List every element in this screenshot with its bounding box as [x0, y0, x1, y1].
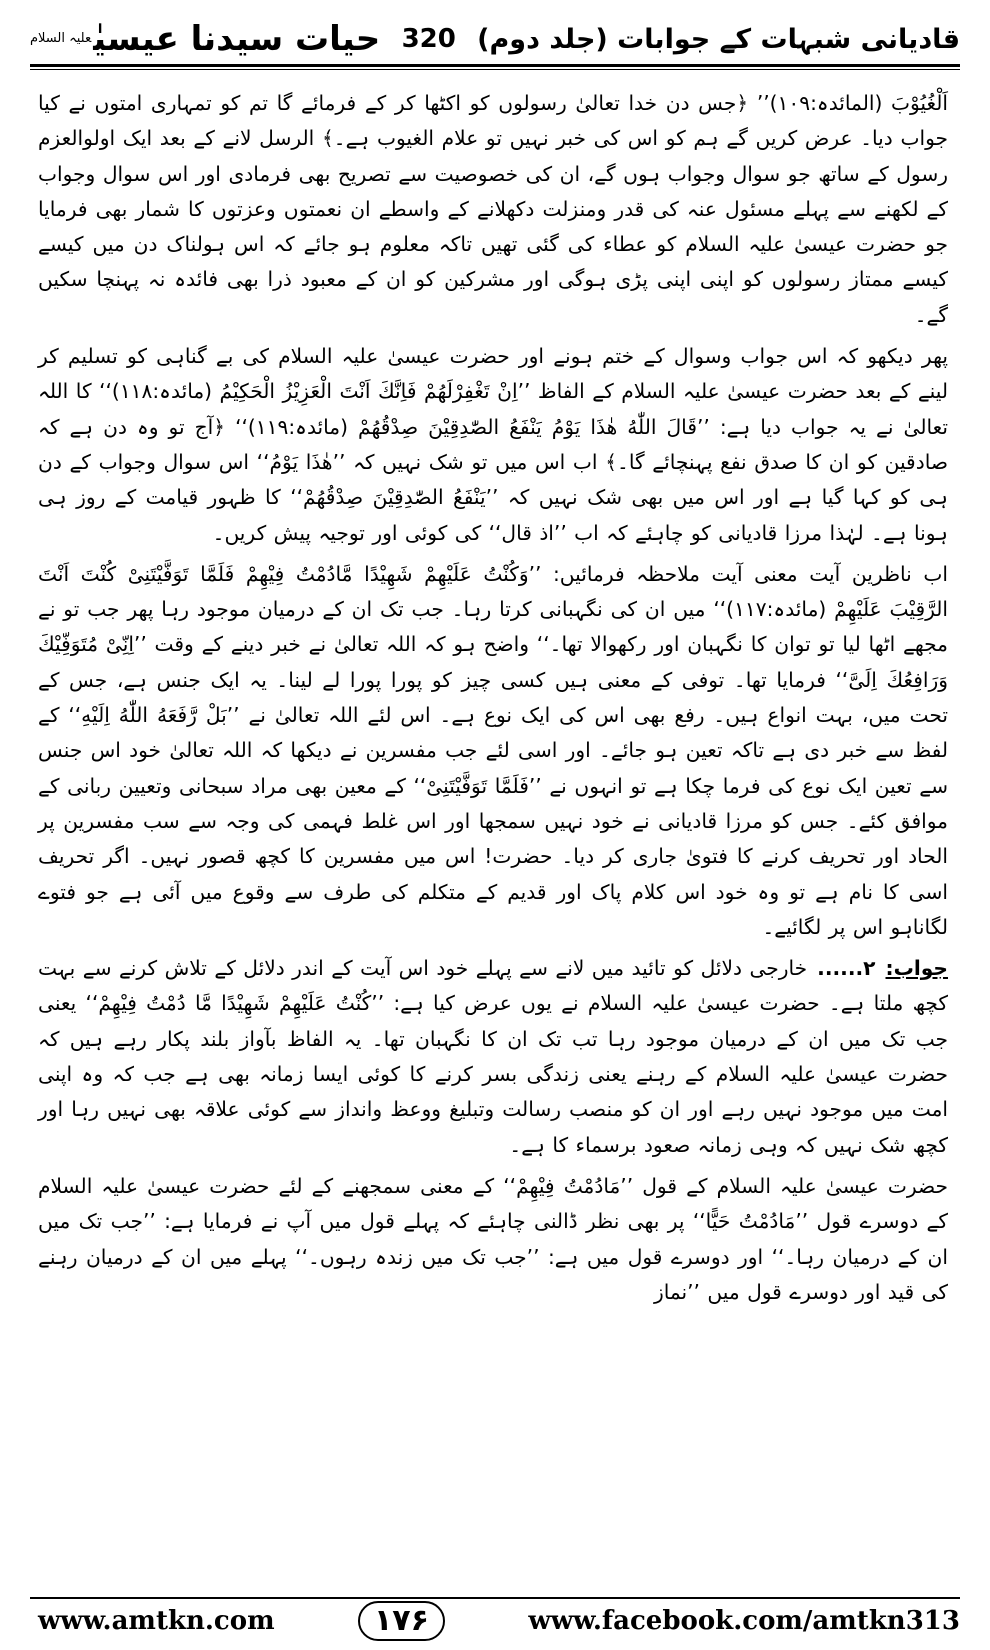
answer-text: خارجی دلائل کو تائید میں لانے سے پہلے خود اس آیت کے اندر دلائل کے تلاش کرنے سے بہت کچھ ملتا ہے۔ حضرت عیسیٰ علیہ السلام نے یوں عرض کیا ہے: ’’كُنْتُ عَلَیْهِمْ شَهِیْدًا مَّا دُمْتُ فِیْهِمْ‘‘ یعنی جب تک میں ان کے درمیان موجود رہا تب تک ان کا نگہبان تھا۔ یہ الفاظ بآواز بلند پکار رہے ہیں کہ حضرت عیسیٰ علیہ السلام کے رہنے یعنی زندگی بسر کرنے کا کوئی ایسا زمانہ بھی ہے جب کہ وہ اپنی امت میں موجود نہیں رہے اور ان کو منصب رسالت وتبلیغ ووعظ وانداز سے کوئی علاقہ بھی نہیں رہا اور کچھ شک نہیں کہ وہی زمانہ صعود برسماء کا ہے۔	[38, 956, 948, 1157]
header-double-rule	[30, 64, 960, 70]
answer-paragraph	[38, 951, 948, 1163]
footer-website-link[interactable]: www.amtkn.com	[38, 1606, 275, 1636]
answer-label: جواب:	[885, 956, 948, 981]
page-footer	[0, 1600, 990, 1642]
footer-page-number: ۱۷۶	[358, 1601, 445, 1641]
header-subtitle: قادیانی شبہات کے جوابات (جلد دوم)	[477, 23, 960, 55]
footer-rule	[30, 1597, 960, 1599]
page-body	[38, 86, 948, 1310]
book-title-text: حیات سیدنا عیسیٰ	[93, 19, 381, 59]
footer-facebook-link[interactable]: www.facebook.com/amtkn313	[528, 1606, 960, 1636]
running-header	[30, 16, 960, 62]
paragraph: پھر دیکھو کہ اس جواب وسوال کے ختم ہونے اور حضرت عیسیٰ علیہ السلام کی بے گناہی کو تسلیم کر لینے کے بعد حضرت عیسیٰ علیہ السلام کے الفاظ ’’اِنْ تَغْفِرْلَهُمْ فَاِنَّكَ اَنْتَ الْعَزِیْزُ الْحَكِیْمُ (مائدہ:۱۱۸)‘‘ کا اللہ تعالیٰ نے یہ جواب دیا ہے: ’’قَالَ اللّٰهُ هٰذَا یَوْمُ یَنْفَعُ الصّٰدِقِیْنَ صِدْقُهُمْ (مائدہ:۱۱۹)‘‘ ﴿آج تو وہ دن ہے کہ صادقین کو ان کا صدق نفع پہنچائے گا۔﴾ اب اس میں تو شک نہیں کہ ’’هٰذَا یَوْمُ‘‘ اس سوال وجواب کے دن ہی کو کہا گیا ہے اور اس میں بھی شک نہیں کہ ’’یَنْفَعُ الصّٰدِقِیْنَ صِدْقُهُمْ‘‘ کا ظہور قیامت کے روز ہی ہونا ہے۔ لہٰذا مرزا قادیانی کو چاہئے کہ اب ’’اذ قال‘‘ کی کوئی اور توجیہ پیش کریں۔	[38, 344, 949, 545]
paragraph: اب ناظرین آیت معنی آیت ملاحظہ فرمائیں: ’’وَكُنْتُ عَلَیْهِمْ شَهِیْدًا مَّادُمْتُ فِیْهِمْ فَلَمَّا تَوَفَّیْتَنِیْ كُنْتَ اَنْتَ الرَّقِیْبَ عَلَیْهِمْ (مائدہ:۱۱۷)‘‘ میں ان کی نگہبانی کرتا رہا۔ جب تک ان کے درمیان موجود رہا پھر جب تو نے مجھے اٹھا لیا تو توان کا نگہبان اور رکھوالا تھا۔‘‘ واضح ہو کہ اللہ تعالیٰ نے خبر دینے کے وقت ’’اِنِّیْ مُتَوَفِّیْكَ وَرَافِعُكَ اِلَیَّ‘‘ فرمایا تھا۔ توفی کے معنی ہیں کسی چیز کو پورا پورا لے لینا۔ یہ ایک جنس ہے، جس کے تحت میں، بہت انواع ہیں۔ رفع بھی اس کی ایک نوع ہے۔ اس لئے اللہ تعالیٰ نے ’’بَلْ رَّفَعَهُ اللّٰهُ اِلَیْهِ‘‘ کے لفظ سے خبر دی ہے تاکہ تعین ہو جائے۔ اور اسی لئے جب مفسرین نے دیکھا کہ اللہ تعالیٰ خود اس جنس سے تعین ایک نوع کی فرما چکا ہے تو انہوں نے ’’فَلَمَّا تَوَفَّیْتَنِیْ‘‘ کے معین بھی مراد سبحانی وتعیین ربانی کے موافق کئے۔ جس کو مرزا قادیانی نے خود نہیں سمجھا اور اس غلط فہمی کی وجہ سے سب مفسرین پر الحاد اور تحریف کرنے کا فتویٰ جاری کر دیا۔ حضرت! اس میں مفسرین کا کچھ قصور نہیں۔ اگر تحریف اسی کا نام ہے تو وہ خود اس کلام پاک اور قدیم کے متکلم کی طرف سے وقوع میں آئی ہے جو فتوے لگاناہو اس پر لگائیے۔	[38, 561, 949, 939]
paragraph: حضرت عیسیٰ علیہ السلام کے قول ’’مَادُمْتُ فِیْهِمْ‘‘ کے معنی سمجھنے کے لئے حضرت عیسیٰ علیہ السلام کے دوسرے قول ’’مَادُمْتُ حَیًّا‘‘ پر بھی نظر ڈالنی چاہئے کہ پہلے قول میں آپ نے فرمایا ہے: ’’جب تک میں ان کے درمیان رہا۔‘‘ اور دوسرے قول میں ہے: ’’جب تک میں زندہ رہوں۔‘‘ پہلے میں ان کے درمیان رہنے کی قید اور دوسرے قول میں ’’نماز	[38, 1173, 948, 1304]
header-book-title	[30, 17, 380, 61]
paragraph: اَلْغُیُوْبَ (المائدہ:۱۰۹)’’ ﴿جس دن خدا تعالیٰ رسولوں کو اکٹھا کر کے فرمائے گا تم کو تمہاری امتوں نے کیا جواب دیا۔ عرض کریں گے ہم کو اس کی خبر نہیں تو علام الغیوب ہے۔﴾ الرسل لانے کے بعد ایک اولوالعزم رسول کے ساتھ جو سوال وجواب ہوں گے، ان کی خصوصیت سے تصریح بھی فرمادی اور اس سوال وجواب کے لکھنے سے پہلے مسئول عنہ کی قدر ومنزلت دکھلانے کے واسطے ان نعمتوں وعزتوں کا شمار بھی فرمایا جو حضرت عیسیٰ علیہ السلام کو عطاء کی گئی تھیں تاکہ معلوم ہو جائے کہ اس ہولناک دن میں کیسے کیسے ممتاز رسولوں کو اپنی اپنی پڑی ہوگی اور مشرکین کو ان کے معبود ذرا بھی فائدہ نہ پہنچا سکیں گے۔	[38, 91, 948, 327]
honorific-text: علیہ السلام	[30, 31, 92, 46]
answer-number: ۲......	[817, 956, 876, 981]
header-page-number: 320	[401, 24, 456, 54]
